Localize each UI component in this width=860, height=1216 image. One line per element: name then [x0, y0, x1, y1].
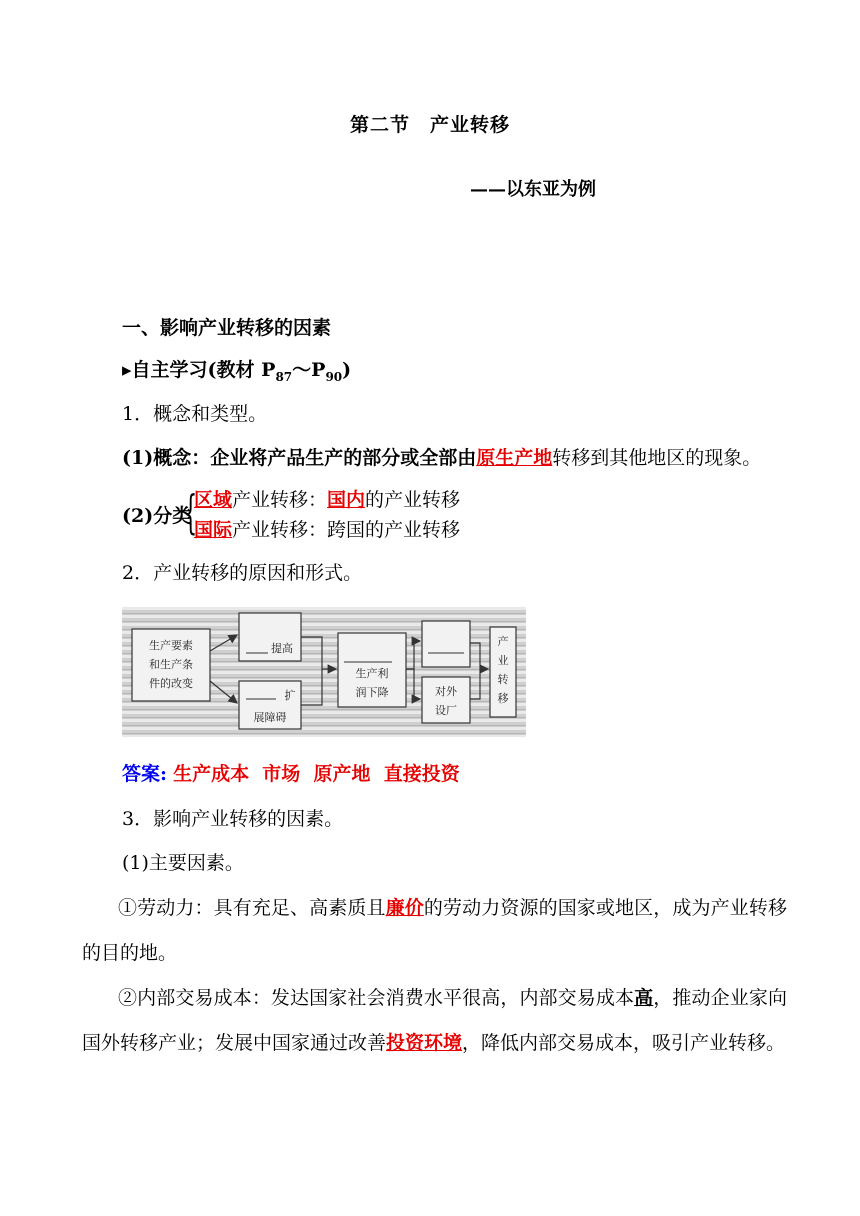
page-from: 87	[275, 369, 293, 384]
concept-line	[122, 444, 761, 472]
item3-heading: 3．影响产业转移的因素。	[122, 808, 344, 830]
box-final-4: 移	[497, 692, 509, 705]
transfer-diagram	[122, 607, 526, 737]
cost-key1: 高	[634, 987, 654, 1009]
labor-suffix: 的劳动力资源的国家或地区，成为产业转移的目的地。	[82, 897, 787, 964]
answer-text: 生产成本 市场 原产地 直接投资	[173, 763, 460, 785]
box-down-label-a: 扩	[284, 689, 296, 702]
types-prefix: (2)分类	[122, 505, 192, 527]
labor-key: 廉价	[385, 897, 424, 919]
cost-paragraph	[82, 976, 787, 1066]
box-final-2: 业	[497, 654, 509, 667]
box-rb-line1: 对外	[435, 685, 457, 698]
section-heading: 一、影响产业转移的因素	[122, 317, 332, 339]
page-to: 90	[325, 369, 343, 384]
item1-heading: 1．概念和类型。	[122, 403, 268, 425]
cost-key2: 投资环境	[386, 1032, 463, 1054]
box-final-1: 产	[497, 635, 509, 648]
box1-line2: 和生产条	[149, 658, 193, 671]
type-b-text: 产业转移：跨国的产业转移	[232, 519, 461, 541]
page-subtitle: ——以东亚为例	[470, 179, 596, 200]
item2-heading: 2．产业转移的原因和形式。	[122, 562, 363, 584]
box-mid-line2: 润下降	[355, 686, 389, 699]
self-study-label: ▸自主学习(教材 P	[122, 359, 276, 381]
labor-paragraph	[82, 886, 787, 976]
concept-prefix: (1)概念：企业将产品生产的部分或全部由	[122, 447, 477, 469]
type-a-key: 区域	[194, 489, 233, 511]
type-a-text: 产业转移：	[232, 489, 328, 511]
cost-prefix: ②内部交易成本：发达国家社会消费水平很高，内部交易成本	[118, 987, 635, 1009]
type-b-line	[194, 516, 460, 544]
type-b-key: 国际	[194, 519, 233, 541]
concept-key: 原生产地	[476, 447, 553, 469]
box-up-label: 提高	[271, 642, 293, 655]
box1-line3: 件的改变	[149, 677, 193, 690]
box1-line1: 生产要素	[149, 639, 193, 652]
cost-suffix: ，降低内部交易成本，吸引产业转移。	[462, 1032, 786, 1054]
self-study-heading	[122, 356, 351, 391]
page-title: 第二节 产业转移	[349, 114, 510, 136]
cost-mid: ，推动企业家向国外转移产业；发展中国家通过改善	[82, 987, 787, 1054]
diagram-box-right-top	[422, 621, 470, 667]
brace-icon: {	[184, 485, 198, 539]
box-final-3: 转	[497, 673, 509, 686]
type-a-suffix: 的产业转移	[365, 489, 461, 511]
type-a-key2: 国内	[327, 489, 366, 511]
tilde: ～P	[292, 359, 326, 381]
concept-suffix: 转移到其他地区的现象。	[552, 447, 762, 469]
box-down-label-b: 展障碍	[253, 711, 287, 724]
answer-label: 答案:	[122, 763, 168, 785]
answer-line	[122, 760, 460, 788]
box-rb-line2: 设厂	[435, 704, 457, 717]
labor-prefix: ①劳动力：具有充足、高素质且	[118, 897, 386, 919]
close-paren: )	[342, 359, 352, 381]
main-factors-heading: (1)主要因素。	[122, 852, 244, 874]
type-a-line	[194, 486, 460, 514]
box-mid-line1: 生产利	[355, 667, 389, 680]
